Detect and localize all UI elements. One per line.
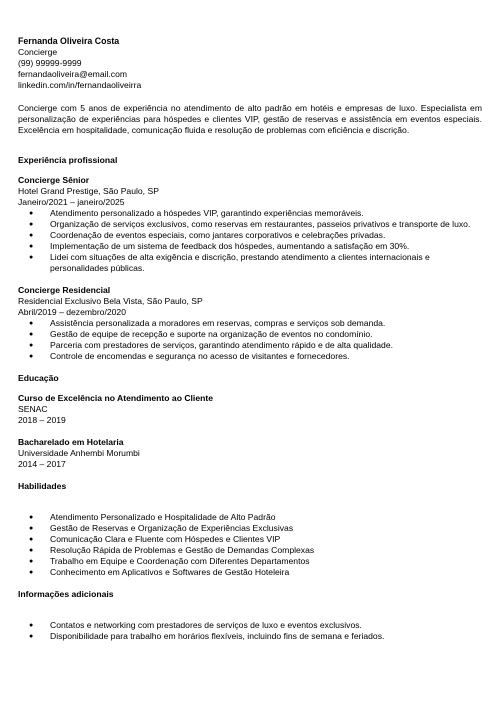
section-title-additional: Informações adicionais [18, 589, 114, 599]
job-company: Hotel Grand Prestige, São Paulo, SP [18, 186, 159, 196]
education-entry [18, 393, 482, 426]
job-bullet: ● Organização de serviços exclusivos, como reservas em restaurantes, passeios privativos e transporte de luxo. [18, 219, 482, 230]
skills-list [18, 512, 482, 578]
skill-item: ● Trabalho em Equipe e Coordenação com Diferentes Departamentos [18, 556, 482, 567]
education-title: Curso de Excelência no Atendimento ao Cliente [18, 393, 213, 403]
job-bullet: ● Lidei com situações de alta exigência e discrição, prestando atendimento a clientes internacionais e personalidades públicas. [18, 252, 482, 274]
job-bullet: ● Assistência personalizada a moradores em reservas, compras e serviços sob demanda. [18, 318, 482, 329]
job-bullets [18, 208, 482, 274]
additional-item: ● Disponibilidade para trabalho em horários flexíveis, incluindo fins de semana e feriados. [18, 631, 482, 642]
education-period: 2018 – 2019 [18, 415, 66, 425]
job-title: Concierge Sênior [18, 175, 90, 185]
job-bullet: ● Parceria com prestadores de serviços, garantindo atendimento rápido e de alta qualidade. [18, 340, 482, 351]
education-title: Bacharelado em Hotelaria [18, 437, 124, 447]
skill-item: ● Resolução Rápida de Problemas e Gestão de Demandas Complexas [18, 545, 482, 556]
additional-section [18, 610, 482, 642]
skills-section [18, 502, 482, 578]
experience-entry [18, 285, 482, 362]
job-title: Concierge Residencial [18, 285, 111, 295]
candidate-phone: (99) 99999-9999 [18, 58, 82, 68]
job-bullets [18, 318, 482, 362]
job-bullet: ● Atendimento personalizado a hóspedes VIP, garantindo experiências memoráveis. [18, 208, 482, 219]
candidate-name: Fernanda Oliveira Costa [18, 36, 120, 46]
education-school: Universidade Anhembi Morumbi [18, 448, 140, 458]
education-entry [18, 437, 482, 470]
experience-entry [18, 175, 482, 274]
job-period: Abril/2019 – dezembro/2020 [18, 307, 126, 317]
skill-item: ● Atendimento Personalizado e Hospitalidade de Alto Padrão [18, 512, 482, 523]
job-bullet: ● Implementação de um sistema de feedback dos hóspedes, aumentando a satisfação em 30%. [18, 241, 482, 252]
job-bullet: ● Coordenação de eventos especiais, como jantares corporativos e celebrações privadas. [18, 230, 482, 241]
candidate-email: fernandaoliveira@email.com [18, 69, 128, 79]
candidate-linkedin: linkedin.com/in/fernandaoliveirra [18, 80, 142, 90]
additional-item: ● Contatos e networking com prestadores de serviços de luxo e eventos exclusivos. [18, 620, 482, 631]
skill-item: ● Conhecimento em Aplicativos e Softwares de Gestão Hoteleira [18, 567, 482, 578]
job-period: Janeiro/2021 – janeiro/2025 [18, 197, 125, 207]
summary-paragraph: Concierge com 5 anos de experiência no atendimento de alto padrão em hotéis e empresas de luxo. Especialista em personalização de experiências para hóspedes e clientes VIP, gestão de reservas e assistência em eventos especiais. Excelência em hospitalidade, comunicação fluida e resolução de problemas com eficiência e discrição. [18, 103, 482, 135]
job-bullet: ● Controle de encomendas e segurança no acesso de visitantes e fornecedores. [18, 351, 482, 362]
skill-item: ● Comunicação Clara e Fluente com Hóspedes e Clientes VIP [18, 534, 482, 545]
section-title-experience: Experiência profissional [18, 155, 118, 165]
job-company: Residencial Exclusivo Bela Vista, São Paulo, SP [18, 296, 203, 306]
candidate-role: Concierge [18, 47, 58, 57]
job-bullet: ● Gestão de equipe de recepção e suporte na organização de eventos no condomínio. [18, 329, 482, 340]
education-school: SENAC [18, 404, 48, 414]
additional-list [18, 620, 482, 642]
skill-item: ● Gestão de Reservas e Organização de Experiências Exclusivas [18, 523, 482, 534]
section-title-education: Educação [18, 373, 59, 383]
section-title-skills: Habilidades [18, 481, 67, 491]
header [18, 36, 482, 91]
education-period: 2014 – 2017 [18, 459, 66, 469]
